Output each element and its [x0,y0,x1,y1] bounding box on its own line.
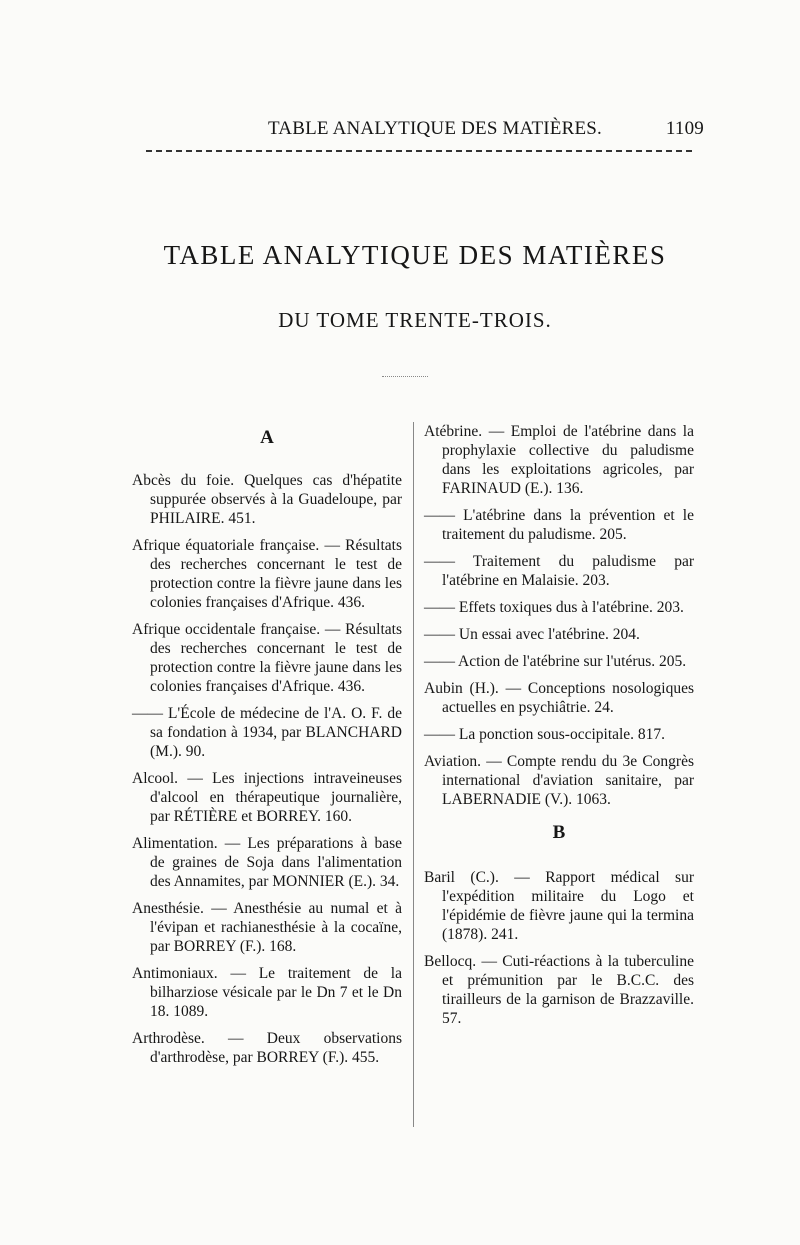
running-head-title: TABLE ANALYTIQUE DES MATIÈRES. [268,118,603,139]
page-subtitle: DU TOME TRENTE-TROIS. [278,308,552,332]
right-column [424,422,694,1036]
index-entry: —— Effets toxiques dus à l'atébrine. 203. [424,599,684,616]
index-entry: Afrique équatoriale française. — Résultats des recherches concernant le test de protection contre la fièvre jaune dans les colonies françaises d'Afrique. 436. [132,537,402,611]
index-entry: Antimoniaux. — Le traitement de la bilharziose vésicale par le Dn 7 et le Dn 18. 1089. [132,965,402,1020]
index-entry: Aviation. — Compte rendu du 3e Congrès international d'aviation sanitaire, par LABERNADIE (V.). 1063. [424,753,694,808]
index-entry: Aubin (H.). — Conceptions nosologiques actuelles en psychiâtrie. 24. [424,680,694,716]
index-entry: Alimentation. — Les préparations à base de graines de Soja dans l'alimentation des Annamites, par MONNIER (E.). 34. [132,835,402,890]
header-rule [146,150,692,152]
index-entry: —— Action de l'atébrine sur l'utérus. 205. [424,653,687,670]
index-entry: Alcool. — Les injections intraveineuses d'alcool en thérapeutique journalière, par RÉTIÈRE et BORREY. 160. [132,770,402,825]
index-entry: —— Un essai avec l'atébrine. 204. [424,626,640,643]
running-head [268,118,704,142]
index-entry: —— Traitement du paludisme par l'atébrine en Malaisie. 203. [424,553,694,589]
section-letter-b: B [552,822,566,843]
left-column [132,422,402,1075]
index-entry: Atébrine. — Emploi de l'atébrine dans la prophylaxie collective du paludisme dans les exploitations agricoles, par FARINAUD (E.). 136. [424,423,694,497]
page-title: TABLE ANALYTIQUE DES MATIÈRES [163,240,667,270]
index-entry: Abcès du foie. Quelques cas d'hépatite suppurée observés à la Guadeloupe, par PHILAIRE. 451. [132,472,402,527]
column-divider [413,422,414,1127]
section-letter-a: A [260,427,274,448]
index-entry: —— L'École de médecine de l'A. O. F. de sa fondation à 1934, par BLANCHARD (M.). 90. [132,705,402,760]
page-number: 1109 [665,118,704,139]
index-entry: Anesthésie. — Anesthésie au numal et à l'évipan et rachianesthésie à la cocaïne, par BORREY (F.). 168. [132,900,402,955]
index-entry: Baril (C.). — Rapport médical sur l'expédition militaire du Logo et l'épidémie de fièvre jaune qui la termina (1878). 241. [424,869,694,943]
index-entry: —— La ponction sous-occipitale. 817. [424,726,666,743]
ornament-rule [382,376,428,377]
index-entry: Afrique occidentale française. — Résultats des recherches concernant le test de protection contre la fièvre jaune dans les colonies françaises d'Afrique. 436. [132,621,402,695]
index-entry: Arthrodèse. — Deux observations d'arthrodèse, par BORREY (F.). 455. [132,1030,402,1066]
index-entry: —— L'atébrine dans la prévention et le traitement du paludisme. 205. [424,507,694,543]
index-entry: Bellocq. — Cuti-réactions à la tuberculine et prémunition par le B.C.C. des tirailleurs de la garnison de Brazzaville. 57. [424,953,694,1027]
